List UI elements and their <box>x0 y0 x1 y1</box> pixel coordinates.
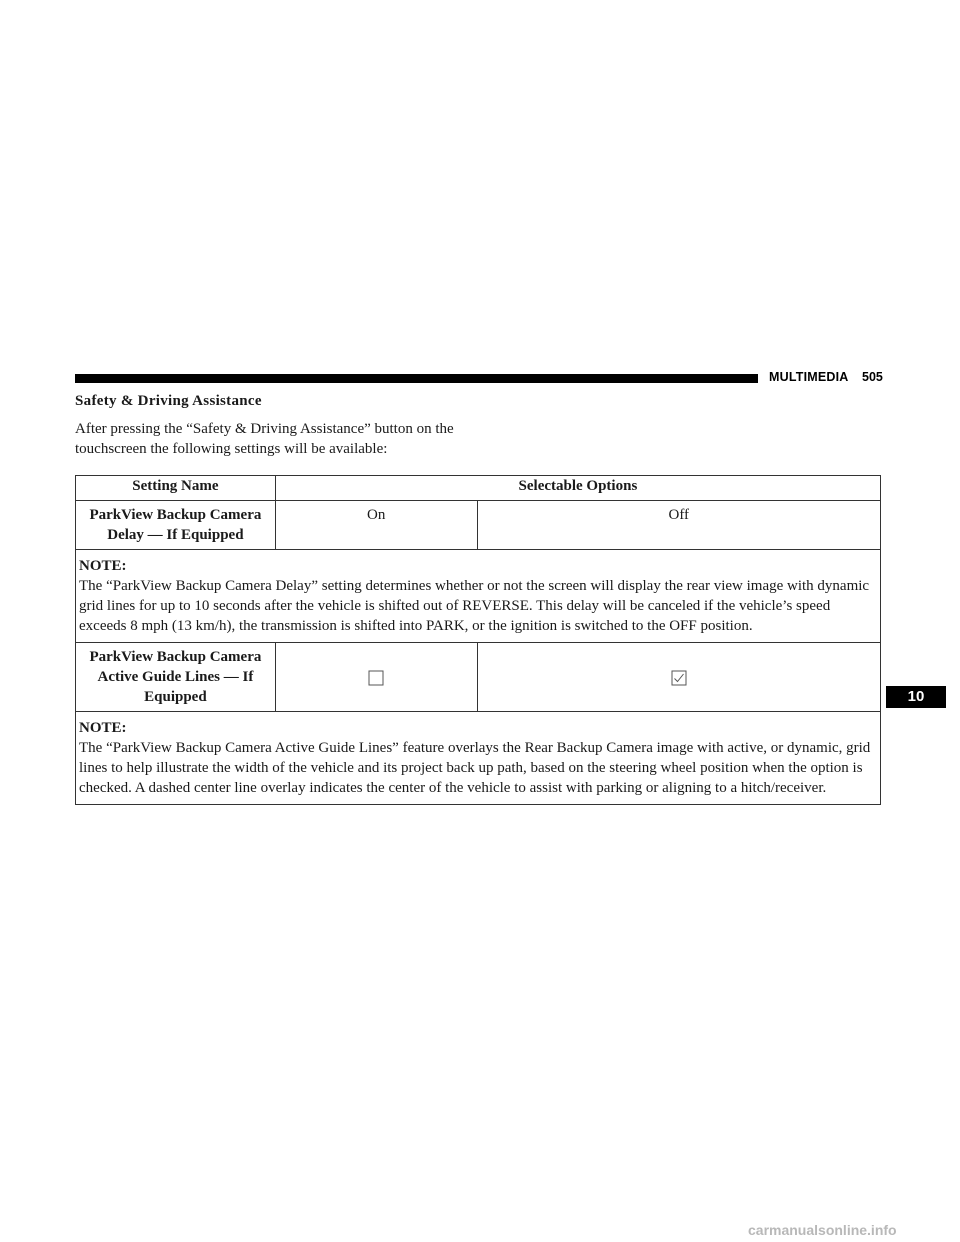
table-header-row <box>76 476 881 501</box>
header-rule <box>75 374 758 383</box>
option-off: Off <box>477 501 880 550</box>
section-heading: Safety & Driving Assistance <box>75 393 262 409</box>
note-cell-camera-delay <box>76 550 881 643</box>
intro-paragraph: After pressing the “Safety & Driving Assistance” button on the touchscreen the following settings will be available: <box>75 421 454 457</box>
empty-checkbox-icon <box>368 670 384 686</box>
chapter-tab: 10 <box>886 686 946 708</box>
note-label: NOTE: <box>79 558 127 574</box>
note-row <box>76 712 881 805</box>
note-text-camera-delay: The “ParkView Backup Camera Delay” setting determines whether or not the screen will display the rear view image with dynamic grid lines for up to 10 seconds after the vehicle is shifted out of REVERSE. This delay will be canceled if the vehicle’s speed exceeds 8 mph (13 km/h), the transmission is shifted into PARK, or the ignition is switched to the OFF position. <box>79 578 870 634</box>
settings-table <box>75 475 881 805</box>
setting-name-guide-lines: ParkView Backup Camera Active Guide Lines — If Equipped <box>76 643 276 712</box>
header-selectable-options: Selectable Options <box>275 476 880 501</box>
note-label: NOTE: <box>79 720 127 736</box>
option-cell-unchecked <box>275 643 477 712</box>
table-row <box>76 643 881 712</box>
header-setting-name: Setting Name <box>76 476 276 501</box>
watermark: carmanualsonline.info <box>748 1222 897 1238</box>
option-cell-checked <box>477 643 880 712</box>
option-on: On <box>275 501 477 550</box>
note-cell-guide-lines <box>76 712 881 805</box>
setting-name-camera-delay: ParkView Backup Camera Delay — If Equipped <box>76 501 276 550</box>
checked-checkbox-icon <box>671 670 687 686</box>
page-number: 505 <box>862 370 883 384</box>
note-text-guide-lines: The “ParkView Backup Camera Active Guide Lines” feature overlays the Rear Backup Camera image with active, or dynamic, grid lines to help illustrate the width of the vehicle and its project back up path, based on the steering wheel position when the option is checked. A dashed center line overlay indicates the center of the vehicle to assist with parking or aligning to a hitch/receiver. <box>79 740 871 796</box>
table-row <box>76 501 881 550</box>
note-row <box>76 550 881 643</box>
section-title: MULTIMEDIA <box>769 370 849 384</box>
